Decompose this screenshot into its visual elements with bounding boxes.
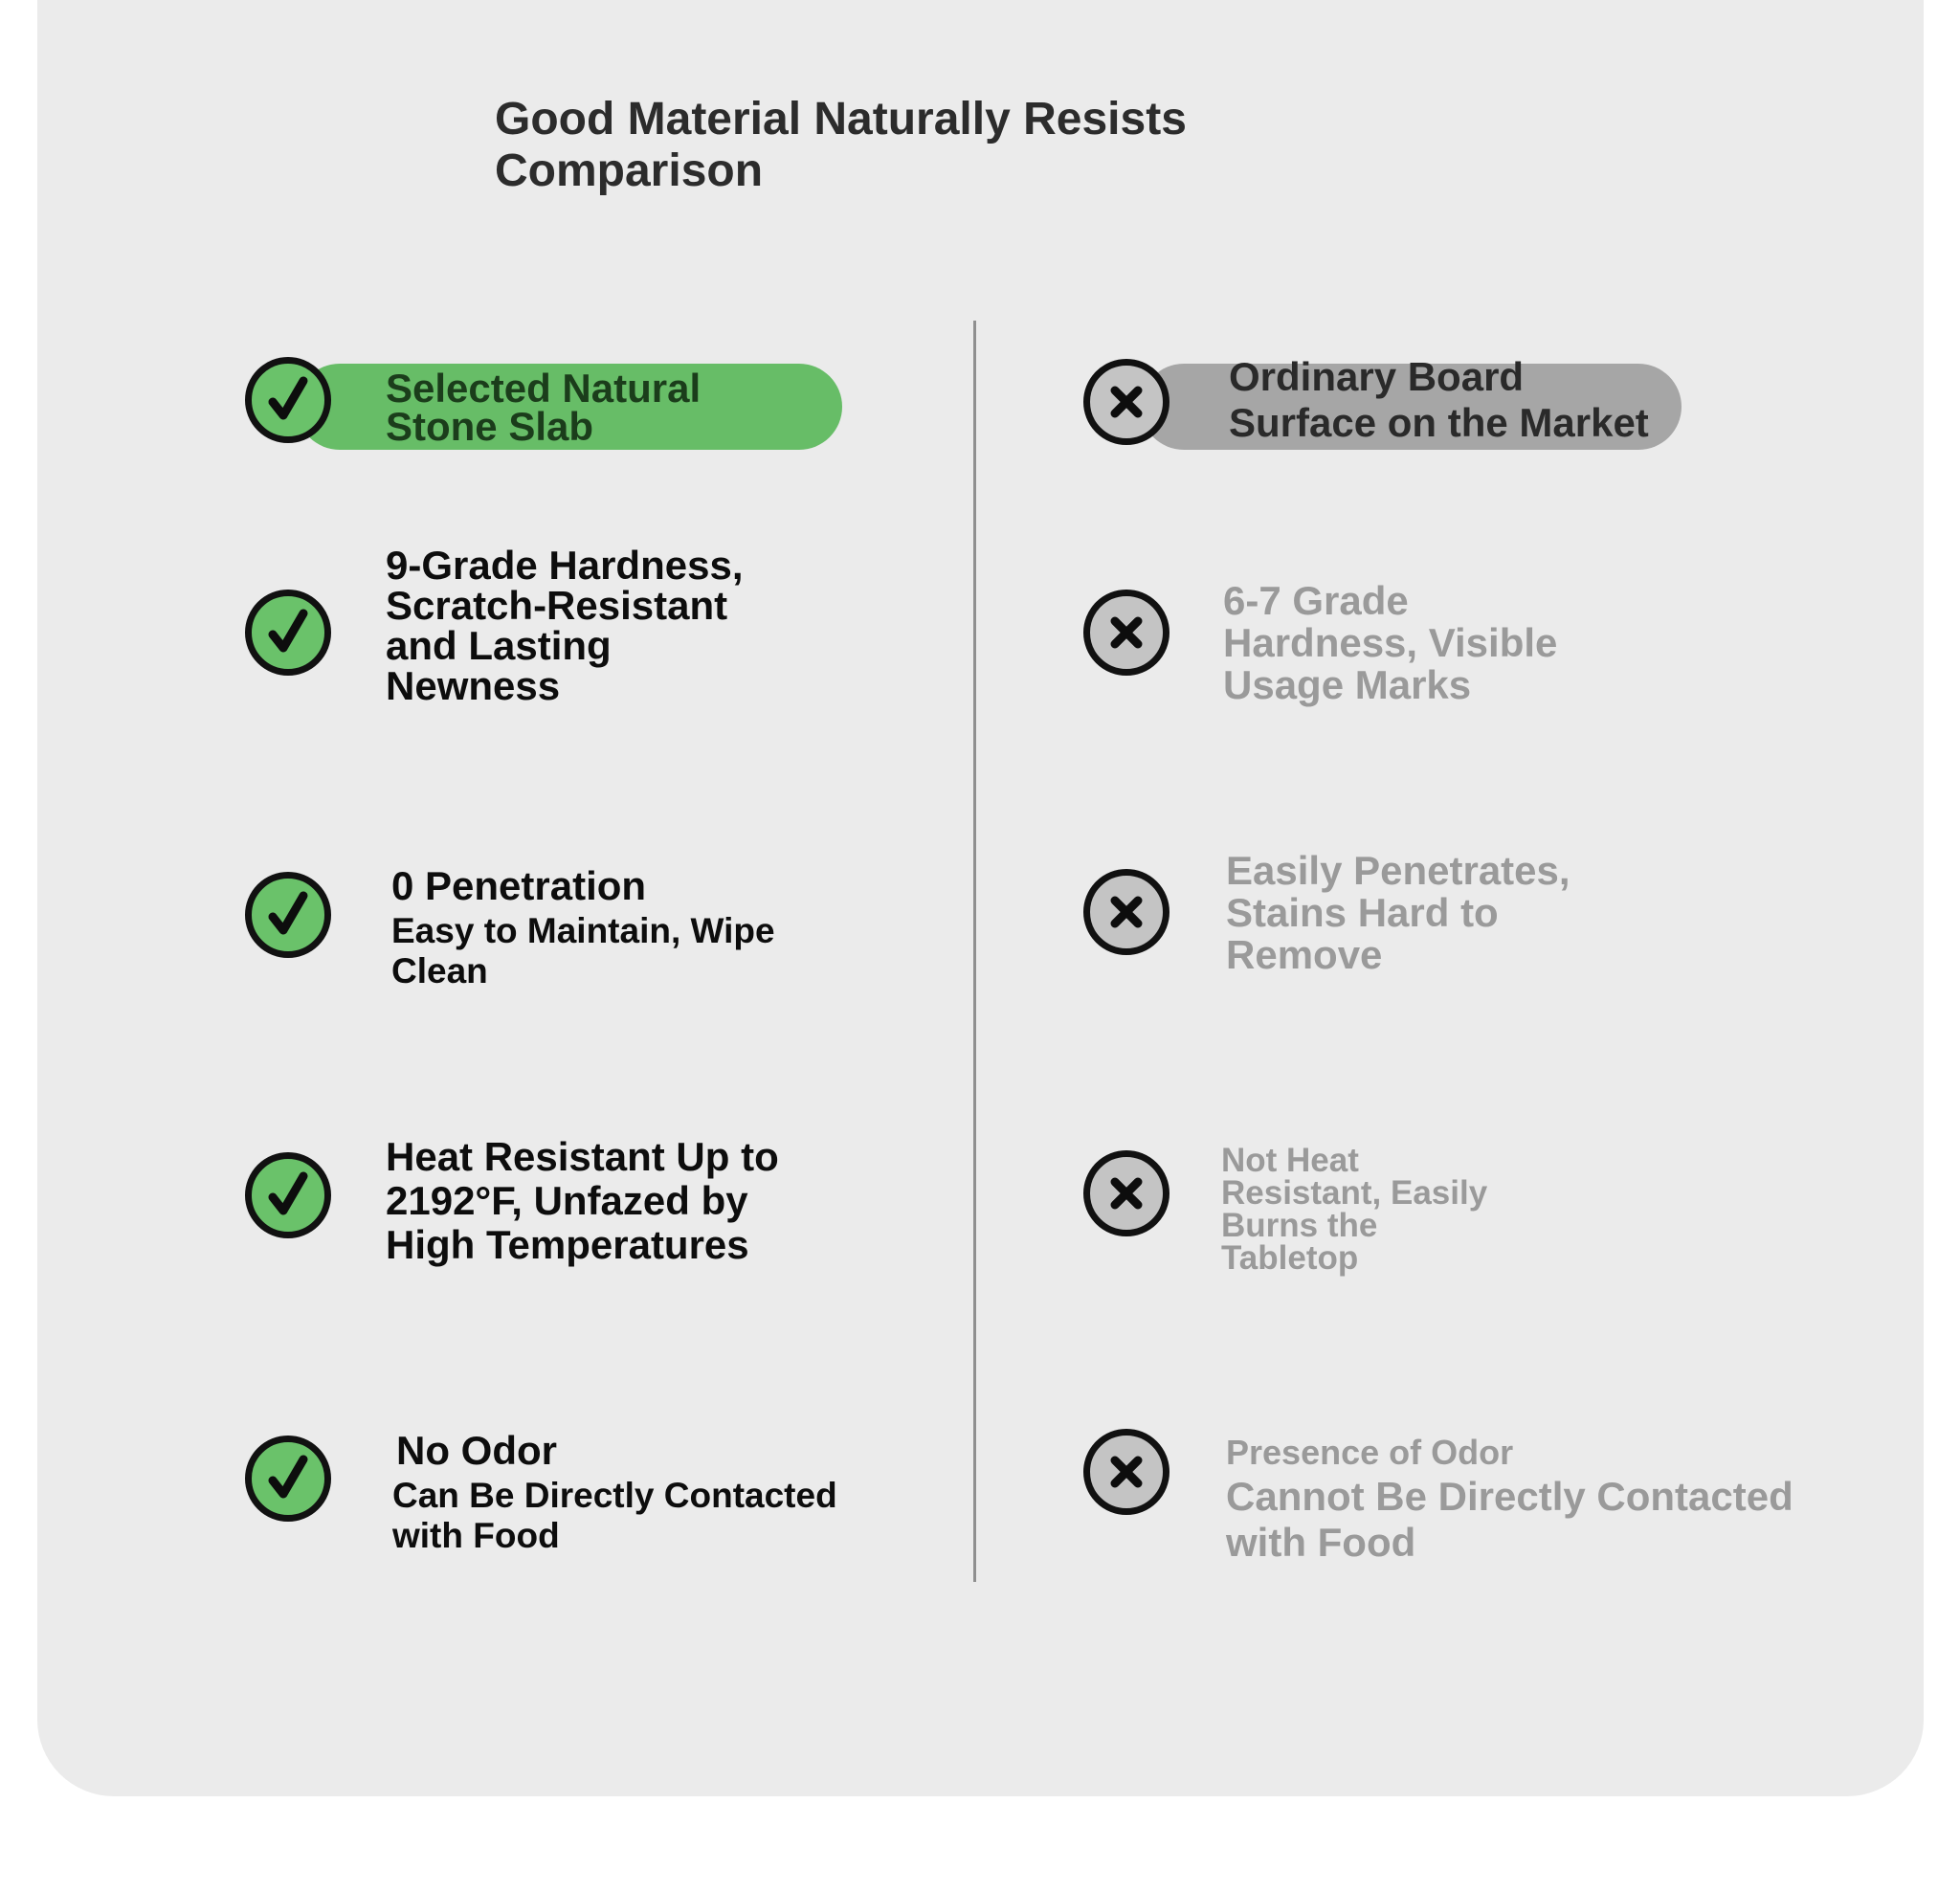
good-header-line-1: Selected Natural — [386, 366, 702, 411]
good-item-heading: No Odor — [396, 1428, 557, 1473]
good-item-line: with Food — [392, 1516, 560, 1555]
page-title — [495, 94, 1452, 197]
title-line-2: Comparison — [495, 145, 764, 196]
check-icon — [245, 1436, 331, 1522]
good-item-line: 9-Grade Hardness, — [386, 543, 744, 588]
good-header-label — [386, 366, 826, 449]
column-divider — [973, 321, 976, 1582]
good-item-line: Heat Resistant Up to — [386, 1134, 779, 1179]
bad-item-line: Easily Penetrates, — [1226, 848, 1570, 893]
good-item-line: Newness — [386, 663, 561, 708]
good-item-line: Easy to Maintain, Wipe — [391, 911, 775, 950]
bad-item-heat — [1221, 1142, 1566, 1277]
check-icon — [245, 872, 331, 958]
bad-item-penetration — [1226, 850, 1628, 976]
bad-item-line: 6-7 Grade — [1223, 578, 1409, 623]
bad-item-line: with Food — [1226, 1520, 1416, 1565]
bad-item-line: Remove — [1226, 932, 1383, 977]
check-icon — [245, 1152, 331, 1238]
bad-item-line: Not Heat — [1221, 1142, 1359, 1179]
bad-item-line: Cannot Be Directly Contacted — [1226, 1474, 1793, 1519]
x-icon — [1083, 359, 1169, 445]
x-icon — [1083, 1429, 1169, 1515]
bad-item-heading: Presence of Odor — [1226, 1433, 1514, 1472]
bad-header-label — [1229, 354, 1688, 446]
good-header-line-2: Stone Slab — [386, 404, 594, 449]
good-item-odor — [392, 1426, 852, 1556]
good-item-line: Can Be Directly Contacted — [392, 1476, 837, 1515]
x-icon — [1083, 1150, 1169, 1236]
good-item-heading: 0 Penetration — [391, 863, 647, 908]
bad-item-odor — [1226, 1432, 1838, 1566]
good-item-heat — [386, 1135, 826, 1267]
good-item-penetration — [391, 861, 832, 991]
good-item-line: Clean — [391, 951, 488, 991]
bad-item-line: Burns the — [1221, 1207, 1378, 1244]
bad-item-line: Resistant, Easily — [1221, 1174, 1488, 1212]
good-item-line: and Lasting — [386, 623, 612, 668]
bad-header-line-1: Ordinary Board — [1229, 354, 1525, 399]
bad-header-line-2: Surface on the Market — [1229, 400, 1649, 445]
bad-item-line: Hardness, Visible — [1223, 620, 1558, 665]
x-icon — [1083, 590, 1169, 676]
bad-item-line: Tabletop — [1221, 1239, 1359, 1277]
title-line-1: Good Material Naturally Resists — [495, 94, 1187, 145]
bad-item-line: Stains Hard to — [1226, 890, 1499, 935]
bad-item-line: Usage Marks — [1223, 662, 1472, 707]
x-icon — [1083, 869, 1169, 955]
good-item-line: 2192°F, Unfazed by — [386, 1178, 748, 1223]
good-item-hardness — [386, 545, 797, 706]
bad-item-hardness — [1223, 580, 1625, 706]
check-icon — [245, 590, 331, 676]
good-item-line: Scratch-Resistant — [386, 583, 728, 628]
good-item-line: High Temperatures — [386, 1222, 749, 1267]
check-icon — [245, 357, 331, 443]
